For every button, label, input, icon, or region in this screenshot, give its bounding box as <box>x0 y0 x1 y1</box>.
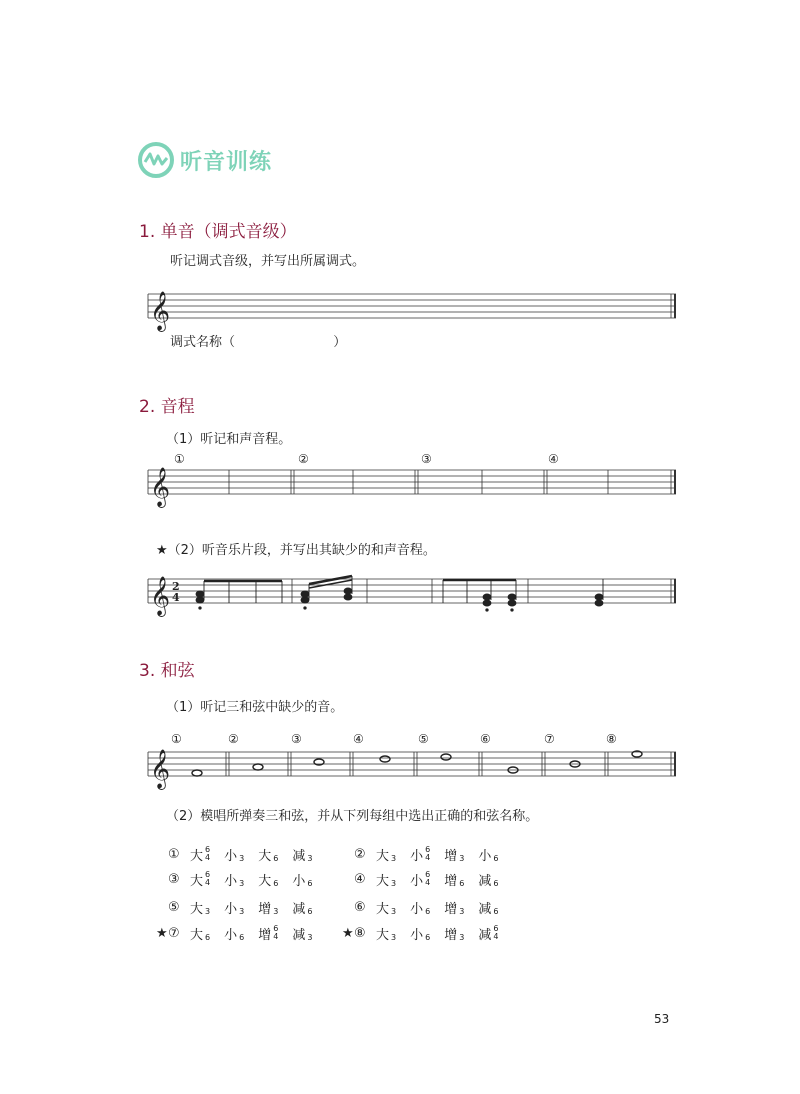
inversion-figure: 3 <box>273 906 279 916</box>
chord-option[interactable] <box>410 845 430 864</box>
mode-name-open: 调式名称（ <box>170 335 236 350</box>
inversion-figure: 6 <box>425 932 431 942</box>
inversion-figure-top: 6 <box>205 845 211 854</box>
inversion-figure: 6 <box>493 906 499 916</box>
chord-option[interactable] <box>376 924 396 943</box>
section-3-sub1: （1）听记三和弦中缺少的音。 <box>166 700 344 715</box>
chord-option-name: 增 <box>444 927 458 943</box>
inversion-figure <box>273 925 278 941</box>
inversion-figure-bottom: 4 <box>205 853 211 862</box>
inversion-figure: 6 <box>239 932 245 942</box>
inversion-figure: 3 <box>391 932 397 942</box>
chord-option[interactable] <box>410 870 430 889</box>
chord-option-name: 小 <box>410 873 424 889</box>
section-1-instruction: 听记调式音级，并写出所属调式。 <box>170 254 366 269</box>
inversion-figure: 3 <box>459 906 465 916</box>
chord-option-name: 大 <box>376 873 390 889</box>
inversion-figure-bottom: 4 <box>425 878 431 887</box>
chord-group-number: ② <box>354 846 366 862</box>
inversion-figure: 3 <box>239 878 245 888</box>
chord-option[interactable] <box>292 924 312 943</box>
chord-option-name: 大 <box>376 848 390 864</box>
chord-option[interactable] <box>478 845 498 864</box>
chord-group-number: ⑥ <box>354 899 366 915</box>
chord-option[interactable] <box>478 898 498 917</box>
chord-group-number: ⑤ <box>168 899 180 915</box>
inversion-figure: 6 <box>493 853 499 863</box>
chord-option[interactable] <box>444 924 464 943</box>
inversion-figure: 3 <box>307 932 313 942</box>
chord-option-name: 增 <box>444 901 458 917</box>
chord-group-6 <box>342 896 512 918</box>
star-mark: ★ <box>156 925 168 941</box>
inversion-figure: 6 <box>205 932 211 942</box>
chord-option[interactable] <box>258 924 278 943</box>
chord-option[interactable] <box>258 870 278 889</box>
chord-option-name: 增 <box>258 927 272 943</box>
chord-option[interactable] <box>292 845 312 864</box>
inversion-figure: 3 <box>239 906 245 916</box>
inversion-figure: 6 <box>493 878 499 888</box>
inversion-figure: 3 <box>391 906 397 916</box>
chord-option-name: 大 <box>376 901 390 917</box>
section-2-sub2: ★（2）听音乐片段，并写出其缺少的和声音程。 <box>156 543 436 558</box>
chord-option-name: 大 <box>190 901 204 917</box>
mode-name-close: ） <box>333 335 347 350</box>
chord-option[interactable] <box>190 870 210 889</box>
chord-option[interactable] <box>224 870 244 889</box>
chord-option-name: 小 <box>224 848 238 864</box>
time-signature-bottom: 4 <box>172 591 180 604</box>
inversion-figure <box>425 871 430 887</box>
chord-option-name: 小 <box>410 927 424 943</box>
inversion-figure: 3 <box>239 853 245 863</box>
chord-option[interactable] <box>224 898 244 917</box>
staff-2 <box>148 470 676 494</box>
chord-mark-3: ③ <box>291 732 302 746</box>
inversion-figure <box>425 846 430 862</box>
banner-title: 听音训练 <box>180 149 273 175</box>
chord-option[interactable] <box>376 845 396 864</box>
chord-option-name: 减 <box>292 848 306 864</box>
chord-mark-5: ⑤ <box>418 732 429 746</box>
chord-option-name: 减 <box>292 927 306 943</box>
chord-group-2 <box>342 843 512 865</box>
chord-option[interactable] <box>190 845 210 864</box>
chord-option[interactable] <box>444 898 464 917</box>
inversion-figure: 6 <box>459 878 465 888</box>
chord-option[interactable] <box>224 924 244 943</box>
chord-mark-2: ② <box>228 732 239 746</box>
chord-group-4 <box>342 868 512 890</box>
chord-group-3 <box>156 868 326 890</box>
inversion-figure: 6 <box>425 906 431 916</box>
inversion-figure: 6 <box>273 878 279 888</box>
chord-option-name: 大 <box>190 848 204 864</box>
treble-clef-icon: 𝄞 <box>150 749 171 789</box>
page-number: 53 <box>654 1012 670 1026</box>
chord-option[interactable] <box>258 845 278 864</box>
chord-option-name: 大 <box>376 927 390 943</box>
chord-option[interactable] <box>410 924 430 943</box>
chord-option-name: 小 <box>410 848 424 864</box>
mode-name-label <box>170 331 346 350</box>
time-signature-top: 2 <box>172 580 180 593</box>
inversion-figure-bottom: 4 <box>273 932 279 941</box>
inversion-figure <box>205 846 210 862</box>
interval-mark-3: ③ <box>421 452 432 466</box>
inversion-figure-top: 6 <box>273 924 279 933</box>
chord-option[interactable] <box>258 898 278 917</box>
section-2-sub1: （1）听记和声音程。 <box>166 432 292 447</box>
treble-clef-icon: 𝄞 <box>150 467 171 507</box>
staff-1 <box>148 294 676 318</box>
chord-group-5 <box>156 896 326 918</box>
chord-option[interactable] <box>478 870 498 889</box>
chord-mark-1: ① <box>171 732 182 746</box>
chord-option-name: 减 <box>292 901 306 917</box>
interval-mark-1: ① <box>174 452 185 466</box>
chord-group-number: ③ <box>168 871 180 887</box>
chord-option[interactable] <box>376 898 396 917</box>
chord-option[interactable] <box>190 924 210 943</box>
chord-option-name: 大 <box>258 848 272 864</box>
chord-option-name: 减 <box>478 901 492 917</box>
interval-mark-4: ④ <box>548 452 559 466</box>
chord-group-number: ⑧ <box>354 925 366 941</box>
chord-option[interactable] <box>444 845 464 864</box>
section-3-sub2: （2）模唱所弹奏三和弦，并从下列每组中选出正确的和弦名称。 <box>166 809 539 824</box>
chord-mark-7: ⑦ <box>544 732 555 746</box>
inversion-figure: 3 <box>391 853 397 863</box>
chord-option-name: 增 <box>444 848 458 864</box>
inversion-figure-top: 6 <box>425 845 431 854</box>
chord-group-number: ① <box>168 846 180 862</box>
chord-option[interactable] <box>292 898 312 917</box>
chord-option-name: 大 <box>190 873 204 889</box>
inversion-figure: 3 <box>391 878 397 888</box>
chord-option[interactable] <box>410 898 430 917</box>
chord-option-name: 大 <box>258 873 272 889</box>
melody-notes <box>196 576 603 611</box>
chord-option-name: 大 <box>190 927 204 943</box>
chord-group-8 <box>342 922 512 944</box>
chord-mark-6: ⑥ <box>480 732 491 746</box>
chord-option-name: 小 <box>478 848 492 864</box>
inversion-figure <box>493 925 498 941</box>
treble-clef-icon: 𝄞 <box>150 576 171 616</box>
chord-option-name: 小 <box>292 873 306 889</box>
chord-option-name: 小 <box>224 873 238 889</box>
inversion-figure-top: 6 <box>493 924 499 933</box>
inversion-figure: 3 <box>459 853 465 863</box>
chord-option-name: 小 <box>224 927 238 943</box>
chord-option[interactable] <box>478 924 498 943</box>
inversion-figure: 3 <box>307 853 313 863</box>
chord-option[interactable] <box>292 870 312 889</box>
chord-option[interactable] <box>444 870 464 889</box>
chord-mark-8: ⑧ <box>606 732 617 746</box>
section-3-title: 3. 和弦 <box>139 661 195 681</box>
chord-group-number: ④ <box>354 871 366 887</box>
inversion-figure <box>205 871 210 887</box>
inversion-figure: 6 <box>307 878 313 888</box>
section-2-title: 2. 音程 <box>139 397 195 417</box>
chord-option-name: 增 <box>258 901 272 917</box>
inversion-figure: 3 <box>459 932 465 942</box>
inversion-figure-top: 6 <box>205 870 211 879</box>
inversion-figure: 3 <box>205 906 211 916</box>
chord-mark-4: ④ <box>353 732 364 746</box>
chord-option-name: 减 <box>478 927 492 943</box>
chord-option[interactable] <box>190 898 210 917</box>
interval-mark-2: ② <box>298 452 309 466</box>
inversion-figure-bottom: 4 <box>205 878 211 887</box>
inversion-figure: 6 <box>273 853 279 863</box>
staff-4 <box>148 752 676 776</box>
inversion-figure-bottom: 4 <box>425 853 431 862</box>
inversion-figure: 6 <box>307 906 313 916</box>
chord-group-7 <box>156 922 326 944</box>
treble-clef-icon: 𝄞 <box>150 291 171 331</box>
chord-option-name: 减 <box>478 873 492 889</box>
section-1-title: 1. 单音（调式音级） <box>139 222 297 242</box>
chord-group-1 <box>156 843 326 865</box>
inversion-figure-top: 6 <box>425 870 431 879</box>
chord-group-number: ⑦ <box>168 925 180 941</box>
inversion-figure-bottom: 4 <box>493 932 499 941</box>
chord-option-name: 小 <box>224 901 238 917</box>
chord-option-name: 增 <box>444 873 458 889</box>
chord-option-name: 小 <box>410 901 424 917</box>
chord-option[interactable] <box>224 845 244 864</box>
chord-option[interactable] <box>376 870 396 889</box>
star-mark: ★ <box>342 925 354 941</box>
